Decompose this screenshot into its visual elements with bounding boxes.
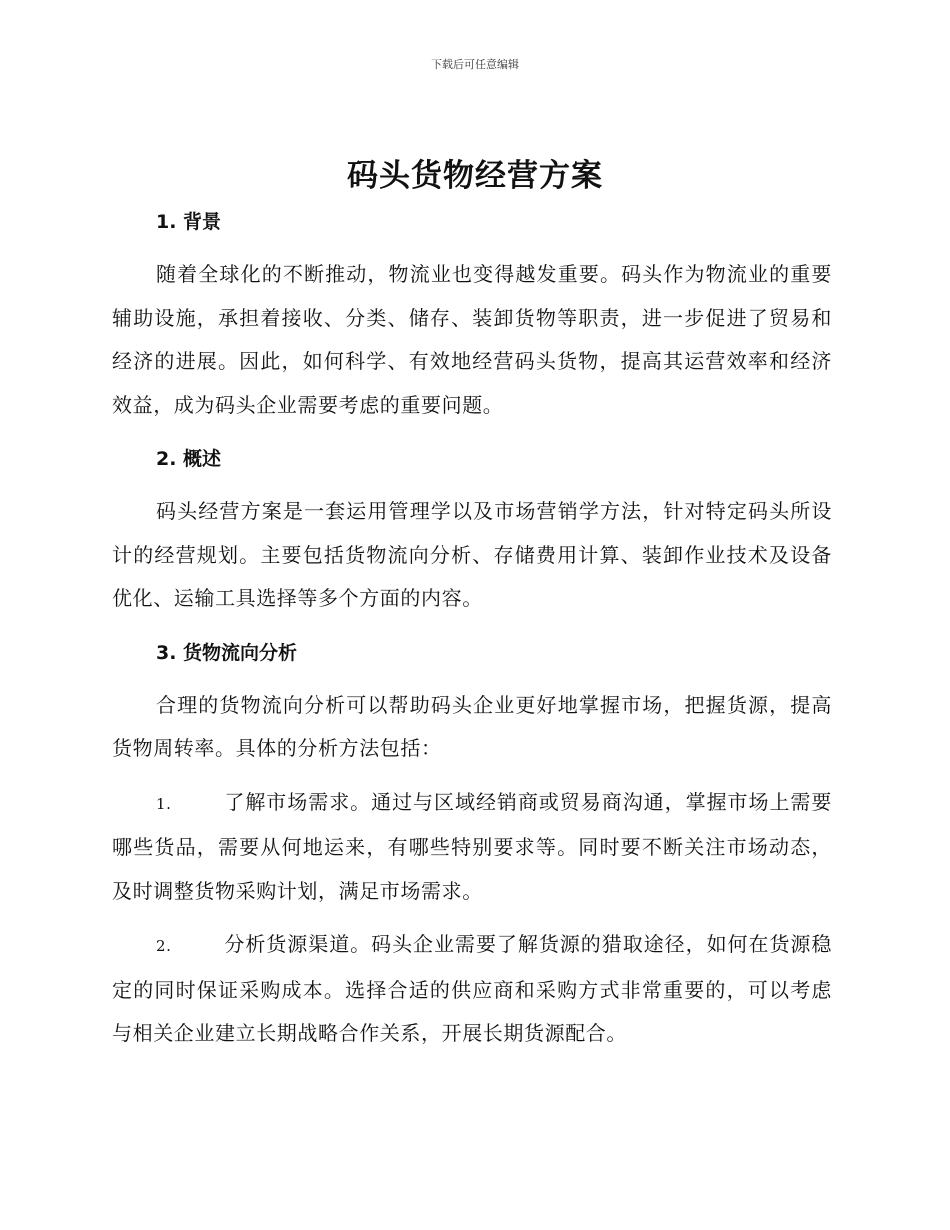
section-background bbox=[112, 200, 832, 427]
list-item-number: 2. bbox=[156, 937, 172, 955]
list-item bbox=[112, 781, 832, 914]
list-item-text: 分析货源渠道。码头企业需要了解货源的猎取途径，如何在货源稳定的同时保证采购成本。选择合适的供应商和采购方式非常重要的，可以考虑与相关企业建立长期战略合作关系，开展长期货源配合。 bbox=[112, 932, 832, 1045]
section-heading: 2. 概述 bbox=[156, 448, 222, 470]
section-paragraph: 合理的货物流向分析可以帮助码头企业更好地掌握市场，把握货源，提高货物周转率。具体的分析方法包括： bbox=[112, 692, 832, 760]
section-cargo-flow-analysis bbox=[112, 631, 832, 1056]
section-heading: 3. 货物流向分析 bbox=[156, 641, 298, 664]
section-overview bbox=[112, 437, 832, 621]
document-body bbox=[112, 200, 832, 1066]
document-title: 码头货物经营方案 bbox=[347, 158, 603, 194]
section-paragraph: 码头经营方案是一套运用管理学以及市场营销学方法，针对特定码头所设计的经营规划。主要包括货物流向分析、存储费用计算、装卸作业技术及设备优化、运输工具选择等多个方面的内容。 bbox=[112, 499, 832, 610]
list-item bbox=[112, 923, 832, 1056]
list-item-number: 1. bbox=[156, 794, 172, 813]
section-paragraph: 随着全球化的不断推动，物流业也变得越发重要。码头作为物流业的重要辅助设施，承担着接收、分类、储存、装卸货物等职责，进一步促进了贸易和经济的进展。因此，如何科学、有效地经营码头货物，提高其运营效率和经济效益，成为码头企业需要考虑的重要问题。 bbox=[112, 262, 832, 417]
header-note: 下载后可任意编辑 bbox=[431, 58, 519, 71]
section-heading: 1. 背景 bbox=[156, 211, 222, 233]
list-item-text: 了解市场需求。通过与区域经销商或贸易商沟通，掌握市场上需要哪些货品，需要从何地运来，有哪些特别要求等。同时要不断关注市场动态，及时调整货物采购计划，满足市场需求。 bbox=[112, 789, 832, 903]
